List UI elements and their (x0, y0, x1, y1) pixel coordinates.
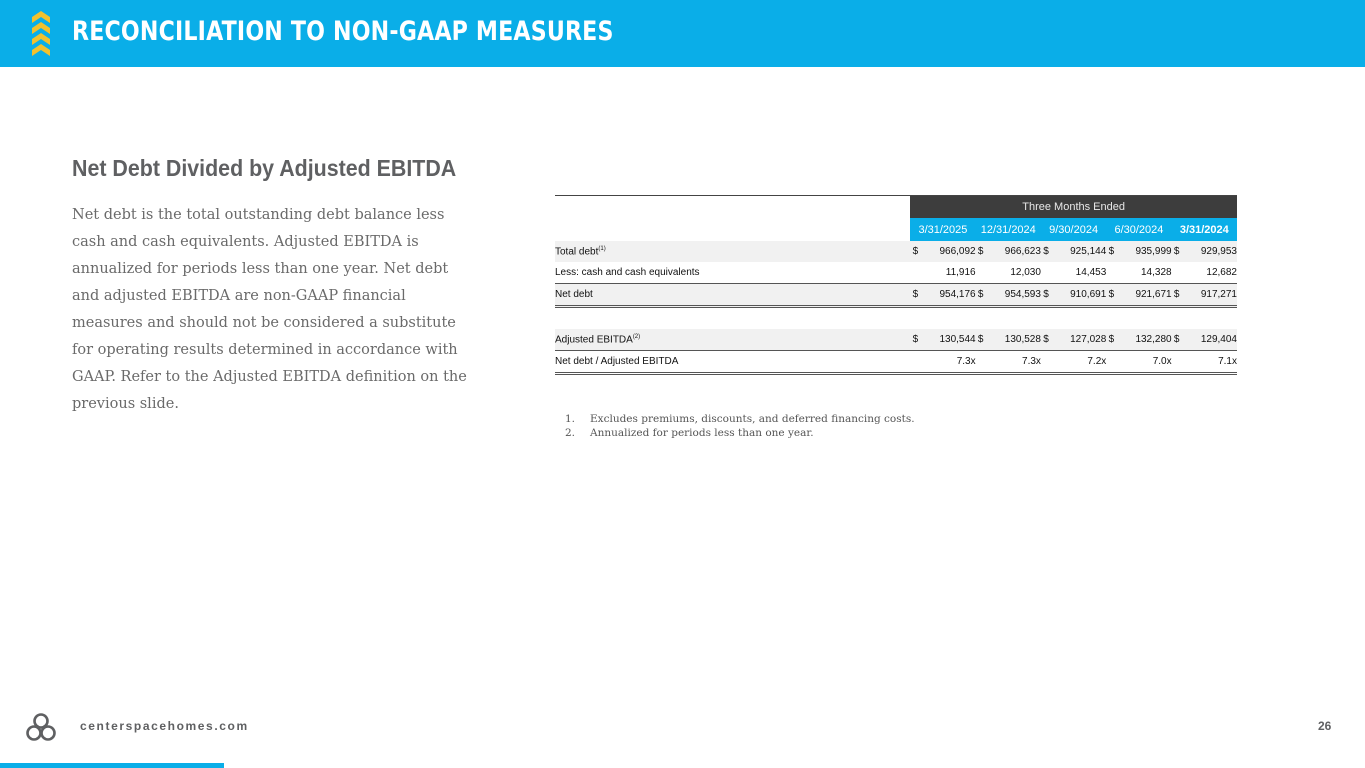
table-row: Less: cash and cash equivalents 11,916 12,030 14,453 14,328 12,682 (555, 262, 1237, 284)
column-header: 12/31/2024 (976, 218, 1041, 241)
row-label: Total debt$^{(1)}$ (555, 241, 910, 262)
table-period-header-row (555, 196, 1237, 219)
header-bar (0, 0, 1365, 67)
footnote: 2. Annualized for periods less than one year. (565, 427, 814, 439)
row-label: Net debt (555, 284, 910, 307)
column-header: 3/31/2025 (910, 218, 975, 241)
table-row: Net debt / Adjusted EBITDA 7.3x 7.3x 7.2x 7.0x 7.1x (555, 351, 1237, 374)
table-spacer-row (555, 307, 1237, 330)
section-subtitle: Net Debt Divided by Adjusted EBITDA (72, 155, 457, 181)
page-number: 26 (1318, 719, 1332, 733)
page-title: RECONCILIATION TO NON-GAAP MEASURES (72, 16, 614, 47)
period-header: Three Months Ended (910, 196, 1237, 219)
chevrons-logo-icon (30, 9, 52, 57)
column-header: 6/30/2024 (1106, 218, 1171, 241)
column-header: 9/30/2024 (1041, 218, 1106, 241)
table-row: Net debt $ 954,176 $ 954,593 $ 910,691 $ 921,671 $ 917,271 (555, 284, 1237, 307)
column-header: 3/31/2024 (1172, 218, 1237, 241)
table-date-header-row (555, 218, 1237, 241)
footer-url[interactable]: centerspacehomes.com (80, 719, 249, 733)
footer-accent-bar (0, 763, 224, 768)
footnote: 1. Excludes premiums, discounts, and deferred financing costs. (565, 413, 915, 425)
row-label: Net debt / Adjusted EBITDA (555, 351, 910, 374)
table-row: Adjusted EBITDA$^{(2)}$ $ 130,544 $ 130,528 $ 127,028 $ 132,280 $ 129,404 (555, 329, 1237, 351)
row-label: Adjusted EBITDA$^{(2)}$ (555, 329, 910, 351)
table-row: Total debt$^{(1)}$ $ 966,092 $ 966,623 $ 925,144 $ 935,999 $ 929,953 (555, 241, 1237, 262)
row-label: Less: cash and cash equivalents (555, 267, 700, 278)
reconciliation-table (555, 195, 1237, 375)
footnotes (565, 412, 915, 440)
centerspace-logo-icon (25, 711, 57, 743)
section-description: Net debt is the total outstanding debt balance less cash and cash equivalents. Adjusted EBITDA is annualized for periods less than one year. Net debt and adjusted EBITDA are non-GAAP financial measures and should not be considered a substitute for operating results determined in accordance with GAAP. Refer to the Adjusted EBITDA definition on the previous slide. (72, 207, 467, 412)
